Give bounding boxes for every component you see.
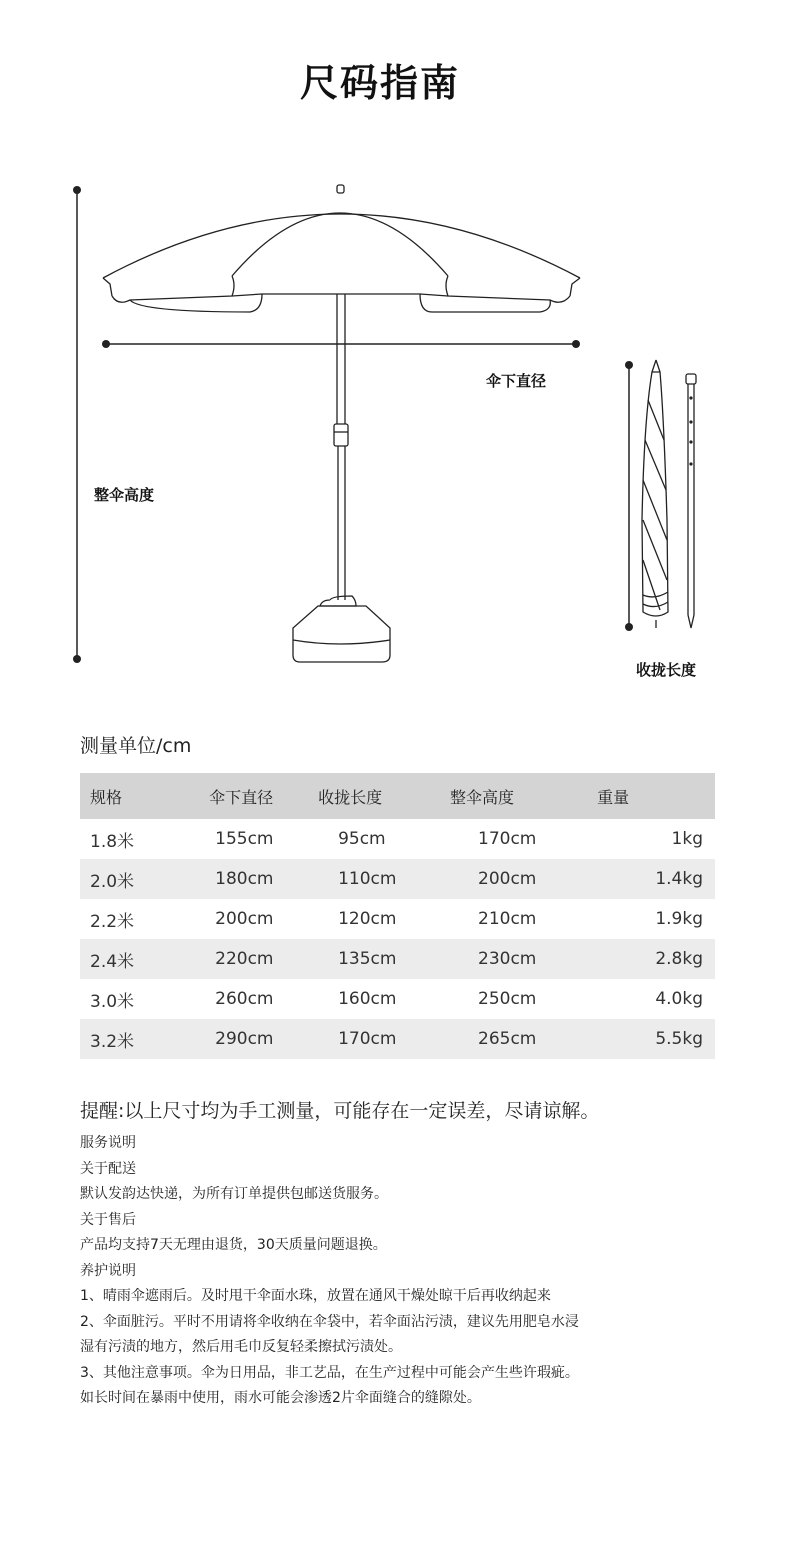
- page-title: 尺码指南: [299, 61, 460, 105]
- cell-folded-length: 170cm: [314, 1019, 450, 1059]
- canopy-diameter-label: 伞下直径: [486, 372, 547, 390]
- header-spec: 规格: [80, 773, 181, 819]
- header-weight: 重量: [587, 773, 715, 819]
- unit-title: 测量单位/cm: [80, 735, 192, 757]
- header-total-height: 整伞高度: [450, 773, 587, 819]
- table-header-row: [80, 773, 715, 819]
- size-table: [80, 773, 715, 1059]
- cell-diameter: 290cm: [181, 1019, 314, 1059]
- cell-weight: 2.8kg: [587, 939, 715, 979]
- cell-weight: 1.9kg: [655, 909, 703, 929]
- cell-folded-length: 160cm: [338, 989, 397, 1009]
- info-line: 关于配送: [80, 1160, 136, 1177]
- umbrella-size-diagram: [0, 170, 790, 690]
- cell-spec: 2.2米: [90, 911, 135, 932]
- cell-diameter: 220cm: [181, 939, 314, 979]
- table-row: [80, 899, 715, 939]
- cell-total-height: 230cm: [450, 939, 587, 979]
- cell-diameter: 180cm: [181, 859, 314, 899]
- cell-spec: 2.4米: [80, 939, 181, 979]
- cell-spec: 1.8米: [90, 831, 135, 852]
- cell-weight: 5.5kg: [587, 1019, 715, 1059]
- table-row: [80, 819, 715, 859]
- table-row: [80, 939, 715, 979]
- cell-folded-length: 110cm: [314, 859, 450, 899]
- cell-total-height: 170cm: [478, 829, 537, 849]
- info-line: 如长时间在暴雨中使用，雨水可能会渗透2片伞面缝合的缝隙处。: [80, 1390, 481, 1406]
- total-height-label: 整伞高度: [94, 486, 155, 504]
- cell-total-height: 250cm: [478, 989, 537, 1009]
- cell-folded-length: 95cm: [338, 829, 386, 849]
- cell-weight: 1kg: [671, 829, 703, 849]
- cell-folded-length: 120cm: [338, 909, 397, 929]
- header-folded-length: 收拢长度: [314, 773, 450, 819]
- info-line: 服务说明: [80, 1135, 136, 1151]
- cell-spec: 3.0米: [90, 991, 135, 1012]
- cell-diameter: 155cm: [215, 829, 274, 849]
- folded-length-label: 收拢长度: [636, 661, 697, 679]
- table-row: [80, 859, 715, 899]
- cell-total-height: 210cm: [478, 909, 537, 929]
- cell-weight: 1.4kg: [587, 859, 715, 899]
- cell-diameter: 200cm: [215, 909, 274, 929]
- info-line: 关于售后: [80, 1211, 136, 1228]
- info-line: 养护说明: [80, 1262, 136, 1279]
- table-row: [80, 1019, 715, 1059]
- info-line: 产品均支持7天无理由退货，30天质量问题退换。: [80, 1237, 387, 1253]
- cell-diameter: 260cm: [215, 989, 274, 1009]
- info-line: 3、其他注意事项。伞为日用品，非工艺品，在生产过程中可能会产生些许瑕疵。: [80, 1364, 579, 1381]
- info-line: 2、伞面脏污。平时不用请将伞收纳在伞袋中，若伞面沾污渍，建议先用肥皂水浸: [80, 1313, 579, 1330]
- info-line: 默认发韵达快递，为所有订单提供包邮送货服务。: [80, 1186, 388, 1202]
- cell-folded-length: 135cm: [314, 939, 450, 979]
- table-row: [80, 979, 715, 1019]
- cell-spec: 3.2米: [80, 1019, 181, 1059]
- cell-spec: 2.0米: [80, 859, 181, 899]
- info-line: 1、晴雨伞遮雨后。及时甩干伞面水珠，放置在通风干燥处晾干后再收纳起来: [80, 1288, 551, 1304]
- header-diameter: 伞下直径: [181, 773, 314, 819]
- cell-total-height: 265cm: [450, 1019, 587, 1059]
- measurement-notice: 提醒:以上尺寸均为手工测量，可能存在一定误差，尽请谅解。: [80, 1100, 600, 1122]
- cell-total-height: 200cm: [450, 859, 587, 899]
- service-info: [80, 1131, 579, 1412]
- info-line: 湿有污渍的地方，然后用毛巾反复轻柔擦拭污渍处。: [80, 1339, 402, 1355]
- cell-weight: 4.0kg: [655, 989, 703, 1009]
